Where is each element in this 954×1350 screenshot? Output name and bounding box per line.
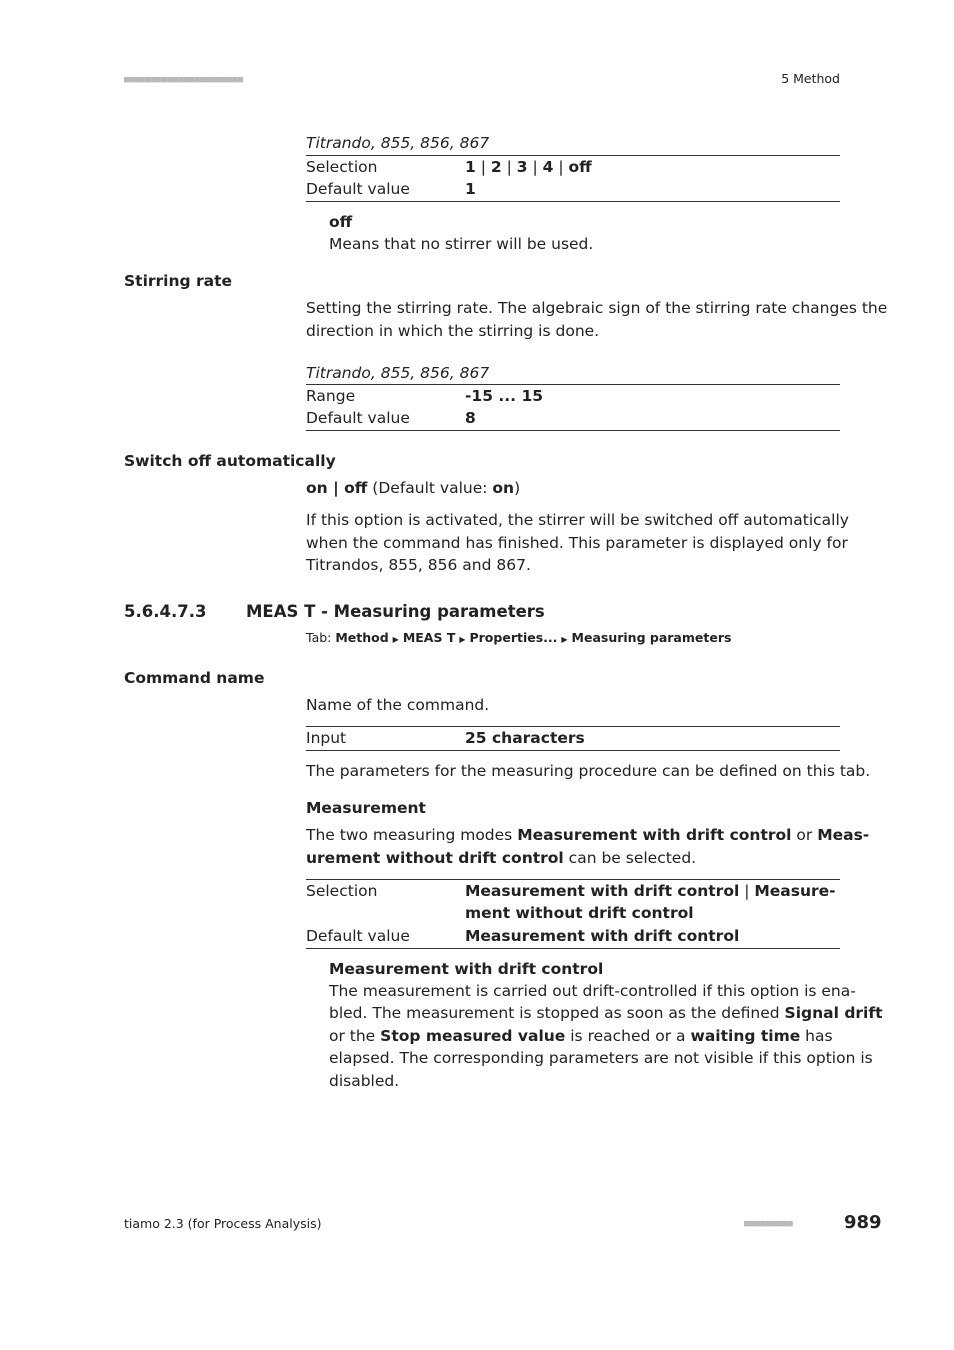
footer-product: tiamo 2.3 (for Process Analysis) bbox=[124, 1216, 322, 1231]
table-rule-bottom bbox=[306, 430, 840, 431]
row-value: 1 bbox=[465, 180, 476, 198]
switch-off-text-1: If this option is activated, the stirrer will be switched off automatically bbox=[306, 511, 849, 529]
switch-off-text-2: when the command has finished. This parameter is displayed only for bbox=[306, 534, 848, 552]
stirring-rate-text-1: Setting the stirring rate. The algebraic sign of the stirring rate changes the bbox=[306, 299, 888, 317]
section-number: 5.6.4.7.3 bbox=[124, 602, 207, 621]
selection-table bbox=[306, 156, 840, 200]
drift-desc-1: The measurement is carried out drift-controlled if this option is ena- bbox=[329, 982, 856, 1000]
term-drift-control: Measurement with drift control bbox=[329, 960, 604, 978]
page-number: 989 bbox=[844, 1212, 882, 1233]
table-row bbox=[306, 407, 840, 429]
table-rule-bottom bbox=[306, 948, 840, 949]
sel-key: Selection bbox=[306, 882, 378, 900]
input-table bbox=[306, 727, 840, 749]
term-off-desc: Means that no stirrer will be used. bbox=[329, 235, 594, 253]
row-value: 8 bbox=[465, 409, 476, 427]
params-text: The parameters for the measuring procedure can be defined on this tab. bbox=[306, 762, 871, 780]
row-value: -15 ... 15 bbox=[465, 387, 544, 405]
command-name-desc: Name of the command. bbox=[306, 696, 490, 714]
sel-value-2: ment without drift control bbox=[465, 904, 694, 922]
sel-value-1: Measurement with drift control | Measure- bbox=[465, 882, 836, 900]
row-key: Input bbox=[306, 729, 347, 747]
switch-off-text-3: Titrandos, 855, 856 and 867. bbox=[306, 556, 531, 574]
table-rule-bottom bbox=[306, 201, 840, 202]
row-key: Default value bbox=[306, 409, 410, 427]
footer-decoration: ■■■■■■■■■ bbox=[744, 1219, 793, 1229]
row-value: 1 | 2 | 3 | 4 | off bbox=[465, 158, 592, 176]
heading-command-name: Command name bbox=[124, 669, 265, 687]
drift-desc-2: bled. The measurement is stopped as soon as the defined Signal drift bbox=[329, 1004, 883, 1022]
table-caption: Titrando, 855, 856, 867 bbox=[306, 134, 490, 152]
row-value: 25 characters bbox=[465, 729, 585, 747]
header-decoration: ■■■■■■■■■■■■■■■■■■■■■■ bbox=[124, 75, 244, 85]
table-caption: Titrando, 855, 856, 867 bbox=[306, 364, 490, 382]
measurement-text-2: urement without drift control can be selected. bbox=[306, 849, 697, 867]
def-key: Default value bbox=[306, 927, 410, 945]
stirring-rate-text-2: direction in which the stirring is done. bbox=[306, 322, 600, 340]
table-row bbox=[306, 156, 840, 178]
heading-stirring-rate: Stirring rate bbox=[124, 272, 233, 290]
section-title: MEAS T - Measuring parameters bbox=[246, 602, 545, 621]
row-key: Default value bbox=[306, 180, 410, 198]
heading-switch-off: Switch off automatically bbox=[124, 452, 336, 470]
measurement-text-1: The two measuring modes Measurement with drift control or Meas- bbox=[306, 826, 870, 844]
term-off: off bbox=[329, 213, 353, 231]
table-row bbox=[306, 178, 840, 200]
table-row bbox=[306, 385, 840, 407]
switch-off-options: on | off (Default value: on) bbox=[306, 479, 521, 497]
table-rule-bottom bbox=[306, 750, 840, 751]
table-row bbox=[306, 727, 840, 749]
row-key: Selection bbox=[306, 158, 378, 176]
tab-path: Tab: Method ▶ MEAS T ▶ Properties... ▶ Measuring parameters bbox=[306, 630, 732, 645]
drift-desc-5: disabled. bbox=[329, 1072, 400, 1090]
header-chapter: 5 Method bbox=[781, 71, 840, 86]
row-key: Range bbox=[306, 387, 356, 405]
def-value: Measurement with drift control bbox=[465, 927, 740, 945]
drift-desc-3: or the Stop measured value is reached or a waiting time has bbox=[329, 1027, 833, 1045]
heading-measurement: Measurement bbox=[306, 799, 426, 817]
range-table bbox=[306, 385, 840, 429]
drift-desc-4: elapsed. The corresponding parameters are not visible if this option is bbox=[329, 1049, 873, 1067]
